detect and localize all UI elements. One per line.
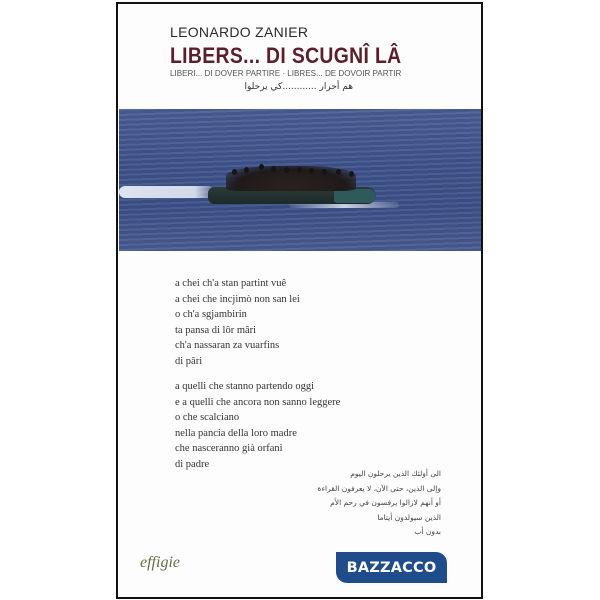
author-name: LEONARDO ZANIER [170,24,309,40]
poem-line: a chei ch'a stan partint vuê [175,278,287,289]
book-title: LIBERS... DI SCUGNÎ LÂ [170,43,402,68]
person-head [322,169,327,175]
poem-line: o che scalciano [175,412,240,424]
boat-bow [334,189,376,203]
poem-line: أو أنهم لازالوا يرفسون في رحم الأم [330,498,441,507]
poem-friulian [175,276,300,370]
poem-italian [175,379,340,473]
poem-line: وإلى الذين، حتى الآن، لا يعرفون القراءة [317,483,441,493]
poem-line: ta pansa di lôr mâri [175,324,257,336]
boat-wake [119,186,214,198]
person-head [232,169,237,175]
poem-line: che nasceranno già orfani [175,443,283,455]
poem-line: o ch'a sgjambirin [175,309,247,321]
person-head [309,168,314,174]
poem-line: الى أولئك الذين يرحلون اليوم [350,469,441,478]
poem-line: di pâri [175,355,203,367]
poem-line: بدون أب [414,527,441,536]
person-head [284,167,289,173]
person-head [244,167,249,173]
person-head [336,169,341,175]
boat-at-sea-photo [119,109,481,251]
poem-arabic [318,467,441,540]
poem-line: a chei che incjimò non san lei [175,293,300,305]
poem-line: a quelli che stanno partendo oggi [175,381,315,392]
bookstore-badge: BAZZACCO [336,552,447,583]
poem-line: di padre [175,458,210,470]
book-subtitle: LIBERI... DI DOVER PARTIRE · LIBRES... DE DOVOIR PARTIR [170,68,402,78]
poem-line: nella pancia della loro madre [175,427,297,439]
book-cover [116,2,483,599]
person-head [259,164,264,170]
poem-line: ch'a nassaran za vuarfins [175,340,280,352]
book-subtitle-arabic: هم أحرار ............كي يرحلوا [244,82,353,92]
person-head [271,166,276,172]
publisher-logo: effigie [140,554,180,571]
poem-line: e a quelli che ancora non sanno leggere [175,396,341,408]
person-head [349,171,354,177]
person-head [297,167,302,173]
poem-line: الذين سيولدون أيتاما [377,512,441,522]
